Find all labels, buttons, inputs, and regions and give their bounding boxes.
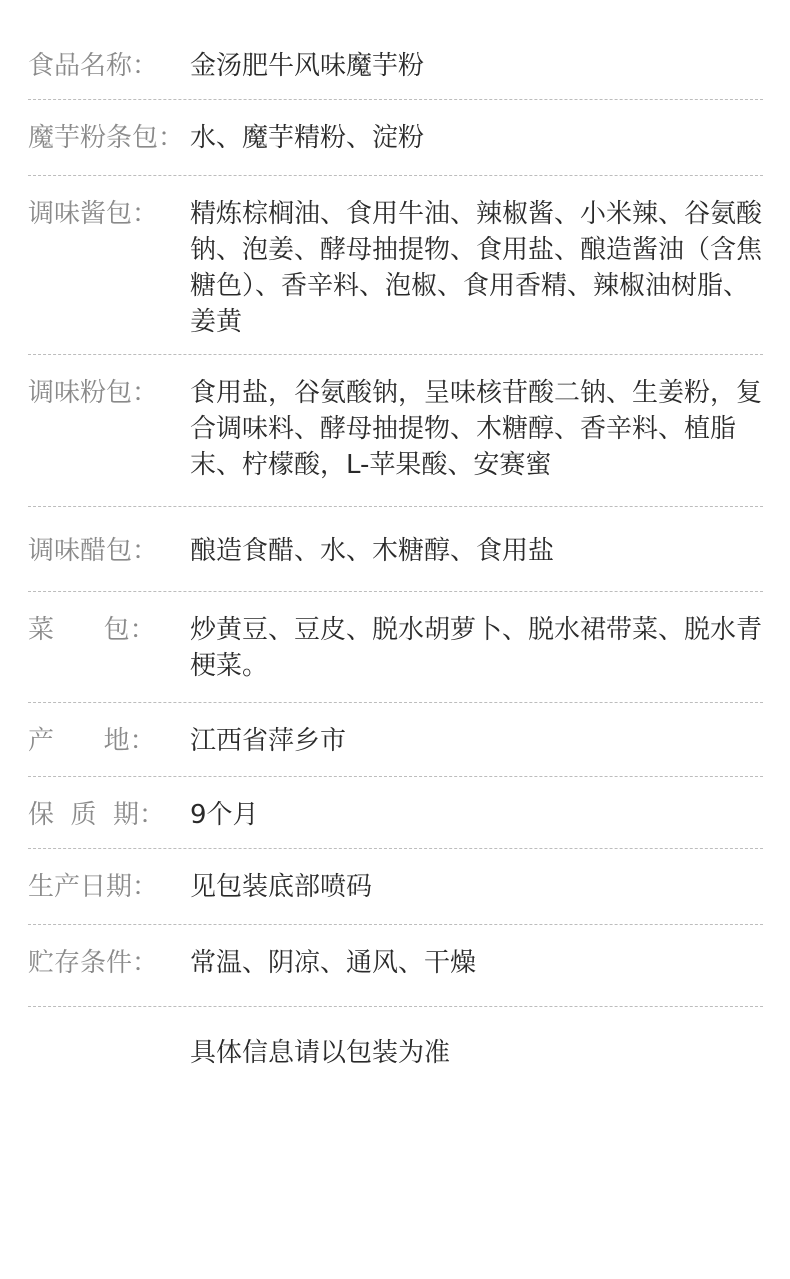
row-storage bbox=[28, 925, 763, 1007]
value-powder-pack: 食用盐，谷氨酸钠，呈味核苷酸二钠、生姜粉，复合调味料、酵母抽提物、木糖醇、香辛料、植脂末、柠檬酸，L-苹果酸、安赛蜜 bbox=[190, 378, 763, 480]
row-origin bbox=[28, 703, 763, 777]
value-storage: 常温、阴凉、通风、干燥 bbox=[190, 948, 477, 978]
label-vinegar-pack: 调味醋包： bbox=[28, 536, 159, 566]
row-sauce-pack bbox=[28, 176, 763, 355]
row-powder-pack bbox=[28, 355, 763, 507]
row-vegetable-pack bbox=[28, 592, 763, 703]
value-noodle-pack: 水、魔芋精粉、淀粉 bbox=[190, 123, 425, 153]
label-shelf-life: 保 质 期： bbox=[28, 800, 166, 830]
row-production-date bbox=[28, 849, 763, 925]
value-sauce-pack: 精炼棕榈油、食用牛油、辣椒酱、小米辣、谷氨酸钠、泡姜、酵母抽提物、食用盐、酿造酱油（含焦糖色）、香辛料、泡椒、食用香精、辣椒油树脂、姜黄 bbox=[190, 199, 763, 337]
label-vegetable-pack: 菜 包： bbox=[28, 615, 156, 645]
label-storage: 贮存条件： bbox=[28, 948, 159, 978]
row-shelf-life bbox=[28, 777, 763, 849]
label-sauce-pack: 调味酱包： bbox=[28, 199, 159, 229]
label-production-date: 生产日期： bbox=[28, 872, 159, 902]
label-food-name: 食品名称： bbox=[28, 51, 159, 81]
label-noodle-pack: 魔芋粉条包： bbox=[28, 123, 185, 153]
product-info-sheet bbox=[28, 0, 763, 1087]
row-vinegar-pack bbox=[28, 507, 763, 592]
value-food-name: 金汤肥牛风味魔芋粉 bbox=[190, 51, 425, 81]
label-powder-pack: 调味粉包： bbox=[28, 378, 159, 408]
row-food-name bbox=[28, 0, 763, 100]
value-shelf-life: 9个月 bbox=[190, 800, 259, 830]
row-note bbox=[28, 1007, 763, 1087]
value-vinegar-pack: 酿造食醋、水、木糖醇、食用盐 bbox=[190, 536, 555, 566]
value-origin: 江西省萍乡市 bbox=[190, 726, 347, 756]
label-origin: 产 地： bbox=[28, 726, 156, 756]
value-production-date: 见包装底部喷码 bbox=[190, 872, 373, 902]
value-vegetable-pack: 炒黄豆、豆皮、脱水胡萝卜、脱水裙带菜、脱水青梗菜。 bbox=[190, 615, 763, 681]
row-noodle-pack bbox=[28, 100, 763, 176]
value-note: 具体信息请以包装为准 bbox=[190, 1038, 451, 1068]
